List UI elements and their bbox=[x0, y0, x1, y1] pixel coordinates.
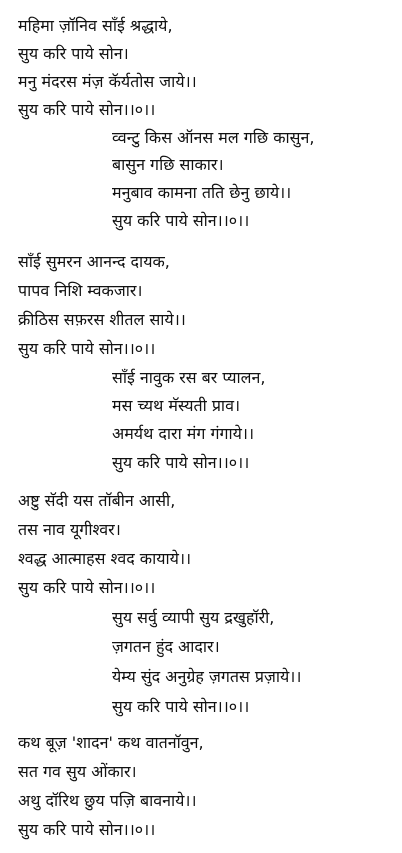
poem-line: सुय करि पाये सोन।।०।। bbox=[18, 820, 156, 839]
poem-line: साँई नावुक रस बर प्यालन, bbox=[112, 368, 266, 387]
poem-line: अष्टु सॅदी यस तॉबीन आसी, bbox=[18, 491, 176, 510]
poem-line: महिमा ज़ॉनिव साँई श्रद्धाये, bbox=[18, 16, 173, 35]
poem-line: अथु दॉरिथ छुय पज़ि बावनाये।। bbox=[18, 791, 197, 810]
poem-line: ज़गतन हुंद आदार। bbox=[112, 637, 220, 656]
poem-line: पापव निशि म्वकजार। bbox=[18, 281, 143, 300]
poem-line: सत गव सुय ओंकार। bbox=[18, 762, 137, 781]
poem-line: सुय करि पाये सोन।।०।। bbox=[112, 453, 250, 472]
poem-line: सुय सर्वु व्यापी सुय द्रखुहॉरी, bbox=[112, 608, 275, 627]
poem-line: अमर्यथ दारा मंग गंगाये।। bbox=[112, 424, 255, 443]
poem-line: सुय करि पाये सोन।।०।। bbox=[18, 578, 156, 597]
poem-line: सुय करि पाये सोन। bbox=[18, 44, 129, 63]
poem-line: मनु मंदरस मंज़ कॅर्यतोस जाये।। bbox=[18, 72, 197, 91]
poem-line: तस नाव यूगीश्वर। bbox=[18, 520, 121, 539]
poem-line: मस च्यथ मॅस्यती प्राव। bbox=[112, 396, 241, 415]
poem-line: सुय करि पाये सोन।।०।। bbox=[112, 697, 250, 716]
poem-line: बासुन गछि साकार। bbox=[112, 155, 224, 174]
poem-line: मनुबाव कामना तति छेनु छाये।। bbox=[112, 183, 292, 202]
poem-line: सुय करि पाये सोन।।०।। bbox=[18, 100, 156, 119]
poem-line: कथ बूज़ 'शादन' कथ वातनॉवुन, bbox=[18, 733, 204, 752]
poem-line: सुय करि पाये सोन।।०।। bbox=[18, 339, 156, 358]
poem-line: येम्य सुंद अनुग्रेह ज़गतस प्रज़ाये।। bbox=[112, 667, 302, 686]
poem-line: क्रीठिस सफ़रस शीतल साये।। bbox=[18, 310, 186, 329]
poem-line: श्वद्ध आत्माहस श्वद कायाये।। bbox=[18, 549, 192, 568]
poem-line: साँई सुमरन आनन्द दायक, bbox=[18, 252, 170, 271]
poem-line: सुय करि पाये सोन।।०।। bbox=[112, 211, 250, 230]
poem-line: व्वन्टु किस ऑनस मल गछि कासुन, bbox=[112, 128, 315, 147]
